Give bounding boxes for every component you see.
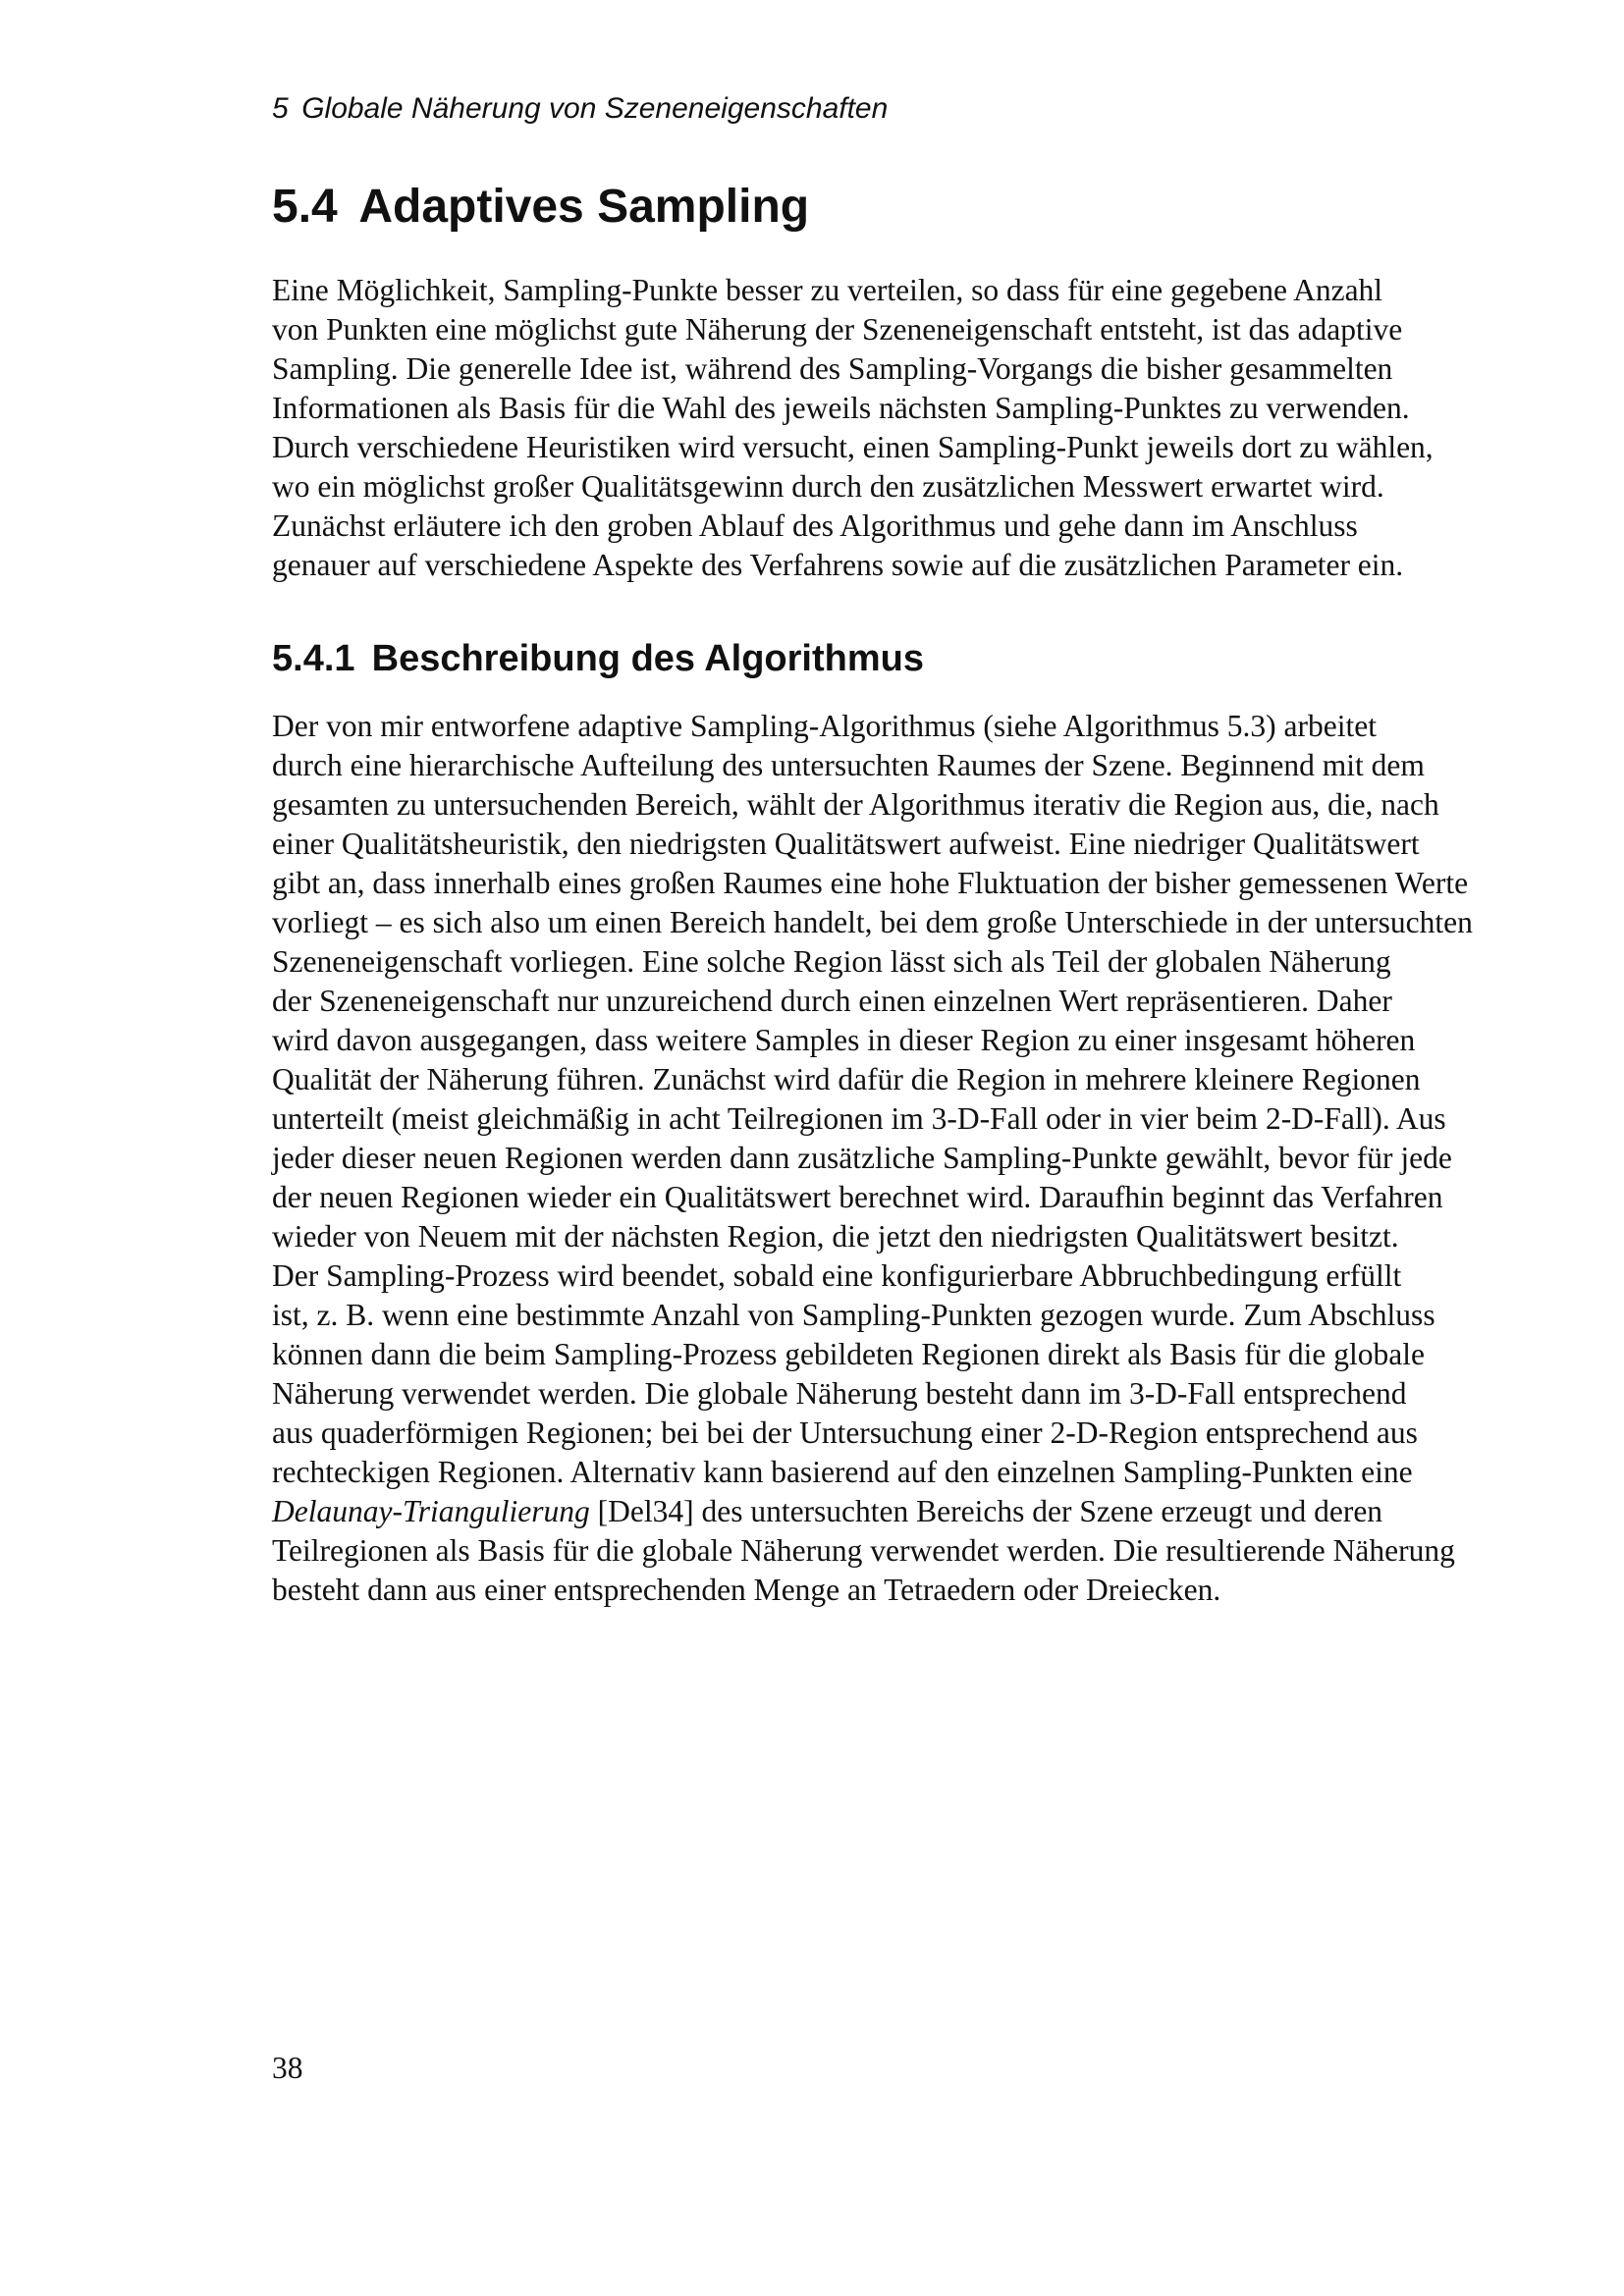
text-line: der Szeneneigenschaft nur unzureichend durch einen einzelnen Wert repräsentieren. Daher (272, 984, 1392, 1018)
text-line: genauer auf verschiedene Aspekte des Verfahrens sowie auf die zusätzlichen Parameter ein. (272, 548, 1404, 582)
text-line: können dann die beim Sampling-Prozess gebildeten Regionen direkt als Basis für die globale (272, 1337, 1425, 1371)
text-line-rest: [Del34] des untersuchten Bereichs der Szene erzeugt und deren (589, 1494, 1383, 1528)
text-line: wird davon ausgegangen, dass weitere Samples in dieser Region zu einer insgesamt höheren (272, 1023, 1416, 1057)
text-line: Näherung verwendet werden. Die globale Näherung besteht dann im 3-D-Fall entsprechend (272, 1376, 1407, 1411)
text-line: jeder dieser neuen Regionen werden dann zusätzliche Sampling-Punkte gewählt, bevor für jede (272, 1141, 1452, 1175)
section-title: Adaptives Sampling (358, 181, 810, 233)
text-line: rechteckigen Regionen. Alternativ kann basierend auf den einzelnen Sampling-Punkten eine (272, 1455, 1413, 1489)
text-line: Der von mir entworfene adaptive Sampling-Algorithmus (siehe Algorithmus 5.3) arbeitet (272, 709, 1377, 743)
text-line: gibt an, dass innerhalb eines großen Raumes eine hohe Fluktuation der bisher gemessenen Werte (272, 866, 1469, 900)
algorithm-description-paragraph (272, 707, 1473, 1610)
text-line: Qualität der Näherung führen. Zunächst wird dafür die Region in mehrere kleinere Regionen (272, 1062, 1421, 1096)
text-line: vorliegt – es sich also um einen Bereich handelt, bei dem große Unterschiede in der untersuchten (272, 905, 1473, 939)
text-line: Zunächst erläutere ich den groben Ablauf des Algorithmus und gehe dann im Anschluss (272, 508, 1358, 543)
text-line: Eine Möglichkeit, Sampling-Punkte besser zu verteilen, so dass für eine gegebene Anzahl (272, 273, 1383, 307)
text-line-with-term (272, 1492, 1383, 1531)
running-header (272, 90, 888, 128)
section-intro-paragraph (272, 271, 1434, 585)
subsection-title: Beschreibung des Algorithmus (371, 638, 924, 679)
text-line: Der Sampling-Prozess wird beendet, sobald eine konfigurierbare Abbruchbedingung erfüllt (272, 1258, 1402, 1293)
text-line: durch eine hierarchische Aufteilung des untersuchten Raumes der Szene. Beginnend mit dem (272, 748, 1425, 782)
text-line: Teilregionen als Basis für die globale Näherung verwendet werden. Die resultierende Näherung (272, 1533, 1455, 1568)
text-line: aus quaderförmigen Regionen; bei bei der Untersuchung einer 2-D-Region entsprechend aus (272, 1415, 1418, 1450)
text-line: wieder von Neuem mit der nächsten Region, die jetzt den niedrigsten Qualitätswert besitzt. (272, 1219, 1399, 1254)
text-line: Szeneneigenschaft vorliegen. Eine solche Region lässt sich als Teil der globalen Näherung (272, 944, 1391, 979)
section-number: 5.4 (272, 181, 338, 233)
subsection-number: 5.4.1 (272, 638, 355, 679)
text-line: unterteilt (meist gleichmäßig in acht Teilregionen im 3-D-Fall oder in vier beim 2-D-Fall). Aus (272, 1101, 1446, 1136)
running-header-chapter-number: 5 (272, 92, 289, 125)
text-line: wo ein möglichst großer Qualitätsgewinn durch den zusätzlichen Messwert erwartet wird. (272, 469, 1384, 504)
text-line: gesamten zu untersuchenden Bereich, wählt der Algorithmus iterativ die Region aus, die, nach (272, 787, 1439, 822)
text-line: einer Qualitätsheuristik, den niedrigsten Qualitätswert aufweist. Eine niedriger Qualitätswert (272, 827, 1420, 861)
text-line: der neuen Regionen wieder ein Qualitätswert berechnet wird. Daraufhin beginnt das Verfahren (272, 1180, 1443, 1214)
section-heading (272, 177, 809, 238)
delaunay-term: Delaunay-Triangulierung (272, 1494, 590, 1528)
text-line: Sampling. Die generelle Idee ist, während des Sampling-Vorgangs die bisher gesammelten (272, 351, 1393, 386)
text-line: ist, z. B. wenn eine bestimmte Anzahl von Sampling-Punkten gezogen wurde. Zum Abschluss (272, 1298, 1435, 1332)
page-number: 38 (272, 2051, 303, 2085)
text-line: Informationen als Basis für die Wahl des jeweils nächsten Sampling-Punktes zu verwenden. (272, 391, 1410, 425)
text-line: von Punkten eine möglichst gute Näherung der Szeneneigenschaft entsteht, ist das adaptive (272, 312, 1403, 347)
running-header-chapter-title: Globale Näherung von Szeneneigenschaften (301, 92, 889, 125)
text-line: Durch verschiedene Heuristiken wird versucht, einen Sampling-Punkt jeweils dort zu wählen, (272, 430, 1434, 464)
subsection-heading (272, 634, 924, 683)
text-line: besteht dann aus einer entsprechenden Menge an Tetraedern oder Dreiecken. (272, 1573, 1221, 1607)
